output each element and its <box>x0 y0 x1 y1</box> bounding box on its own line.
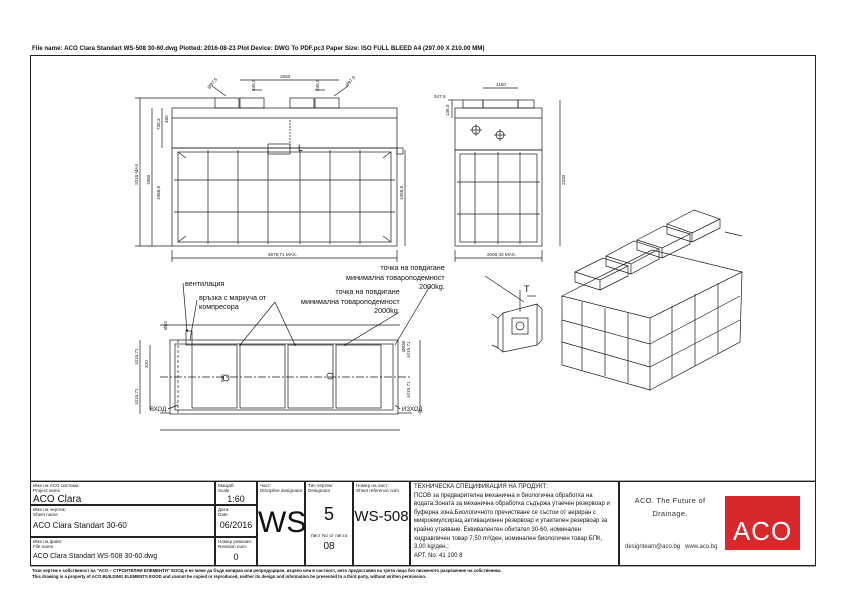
spec-title: ТЕХНИЧЕСКА СПЕЦИФИКАЦИЯ НА ПРОДУКТ: <box>414 484 548 490</box>
dim-front-d1: Ø97,5 <box>206 76 219 90</box>
file-name: ACO Clara Standart WS-508 30-60.dwg <box>33 553 158 560</box>
type-value: 5 <box>323 504 334 524</box>
dim-front-d2: Ø97,5 <box>344 74 357 88</box>
copyright-bg: Този чертеж е собственост на "ACO – СТРОИТЕЛНИ ЕЛЕМЕНТИ" ЕООД и не може да бъде копиран или репродуциран, изцяло или в частност, нито предоставян на трети лица без писменото разрешение на собственика. <box>32 568 502 573</box>
spec-line: ПСОВ за предварителна механична и биологична обработка на <box>414 492 593 499</box>
lift-point-1-label: точка на повдигане минимална товароподемност 2000kg. <box>346 263 445 291</box>
project-name: ACO Clara <box>33 494 82 505</box>
contact-info: designteam@aco.bg www.aco.bg <box>625 544 718 550</box>
compressor-link-label: връзка с маркуча от компресора <box>199 293 267 311</box>
plot-info: File name: ACO Clara Standart WS-508 30-60.dwg Plotted: 2016-08-23 Plot Device: DWG To PDF.pc3 Paper Size: ISO FULL BLEED A4 (297.00 X 210.00 MM) <box>32 45 485 52</box>
ventilation-label: вентилация <box>185 279 225 288</box>
tb-branding <box>619 481 816 566</box>
spec-line: 3,00 kg/ден.; <box>414 544 449 551</box>
dim-plan-left-1: 1015,71 <box>134 348 139 365</box>
slogan: ACO. The Future of Drainage. <box>634 496 706 518</box>
detail-t <box>485 276 542 352</box>
discipline-value: WS <box>258 506 307 539</box>
lift-point-2-label: точка на повдигане минимална товароподемност 2000kg. <box>301 287 400 315</box>
dim-plan-d2: Ø630 <box>401 340 406 352</box>
dim-front-body: 1968,8 <box>156 185 161 200</box>
dim-plan-right-2: 1015,71 <box>406 381 411 398</box>
dim-front-480: 480 <box>164 115 169 123</box>
dim-front-345-left: 345,5 <box>251 79 256 91</box>
spec-line: АРТ. No: 41 100 8 <box>414 552 463 559</box>
date-value: 06/2016 <box>219 520 253 530</box>
tb-discipline: Част: Discipline designator WS <box>257 481 305 566</box>
tb-sheet-ref: Номер на лист: Sheet reference num. WS-508 <box>353 481 410 566</box>
dim-side-width: 2000,43 MAX. <box>487 252 517 257</box>
front-view <box>135 80 405 262</box>
sheet-no-value: 08 <box>323 541 335 552</box>
dim-side-height: 2330 <box>561 174 566 185</box>
dim-front-345-right: 345,5 <box>315 79 320 91</box>
detail-t-label: T <box>524 284 530 294</box>
sheet-ref-value: WS-508 <box>354 508 409 525</box>
dim-side-347: 347,5 <box>434 94 446 99</box>
dim-plan-left-2: 1015,71 <box>134 388 139 405</box>
dim-plan-right-1: 1015,71 <box>406 341 411 358</box>
dim-side-top: 1150 <box>496 82 506 87</box>
spec-line: крайно утаяване. Еквивалентен обитател 30-60, номинален <box>414 526 582 533</box>
detail-l-label: L <box>298 143 304 153</box>
dim-plan-d1: Ø63 <box>163 321 168 330</box>
tb-revision: Номер ревизия: Revision num. 0 <box>215 537 257 566</box>
tb-spec <box>410 481 619 566</box>
spec-line: хидравличен товар 7,50 m³/ден, номинален биологичен товар БПК, <box>414 535 603 542</box>
tb-file: Име на файл: File name ACO Clara Standart WS-508 30-60.dwg <box>30 537 215 566</box>
outlet-label: ИЗХОД <box>402 407 423 413</box>
spec-line: микроемулсиращ активационен резервоар и утаителен резервоар за <box>414 518 608 525</box>
tb-type: Тип чертеж: Designator 5 Лист No от листа 08 <box>305 481 353 566</box>
dim-front-top: 2650 <box>280 74 291 79</box>
scale-value: 1:60 <box>227 494 245 504</box>
dim-front-h3: 1058,8 <box>399 185 404 200</box>
isometric-view <box>562 210 742 390</box>
tb-project: Име на ACO система: Project name ACO Clara <box>30 481 215 505</box>
tb-sheet: Име на чертеж: Sheet name ACO Clara Standart 30-60 <box>30 505 215 537</box>
dim-plan-inner-2: 530 <box>220 374 225 382</box>
copyright-en: This drawing is a property of ACO BUILDING ELEMENTS EOOD and cannot be copied or reproduced, neither its design and information be presented to a third party, without written permission. <box>32 574 427 579</box>
inlet-label: ВХОД <box>150 407 167 413</box>
dim-front-height: 2018 MAX. <box>134 162 139 185</box>
dim-front-width: 4679,71 MAX. <box>268 252 298 257</box>
spec-line: водата.Зоната за механична обработка съдържа утаечен резервоар и <box>414 501 610 508</box>
revision-value: 0 <box>233 552 239 562</box>
side-view <box>448 88 560 262</box>
tb-date: Дата: Date 06/2016 <box>215 505 257 537</box>
sheet-name: ACO Clara Standart 30-60 <box>33 521 127 530</box>
spec-line: буферна зона.Биологичното пречистване се състои от аериран с <box>414 509 596 516</box>
dim-front-h1: 738,3 <box>156 118 161 130</box>
dim-side-136: 136,5 <box>445 104 450 116</box>
dim-plan-inner-1: 320 <box>144 360 149 368</box>
dim-front-h2: 1980 <box>146 174 151 185</box>
aco-logo-text: ACO <box>732 516 793 546</box>
aco-logo <box>725 496 800 550</box>
tb-scale: Мащаб: Scale 1:60 <box>215 481 257 505</box>
